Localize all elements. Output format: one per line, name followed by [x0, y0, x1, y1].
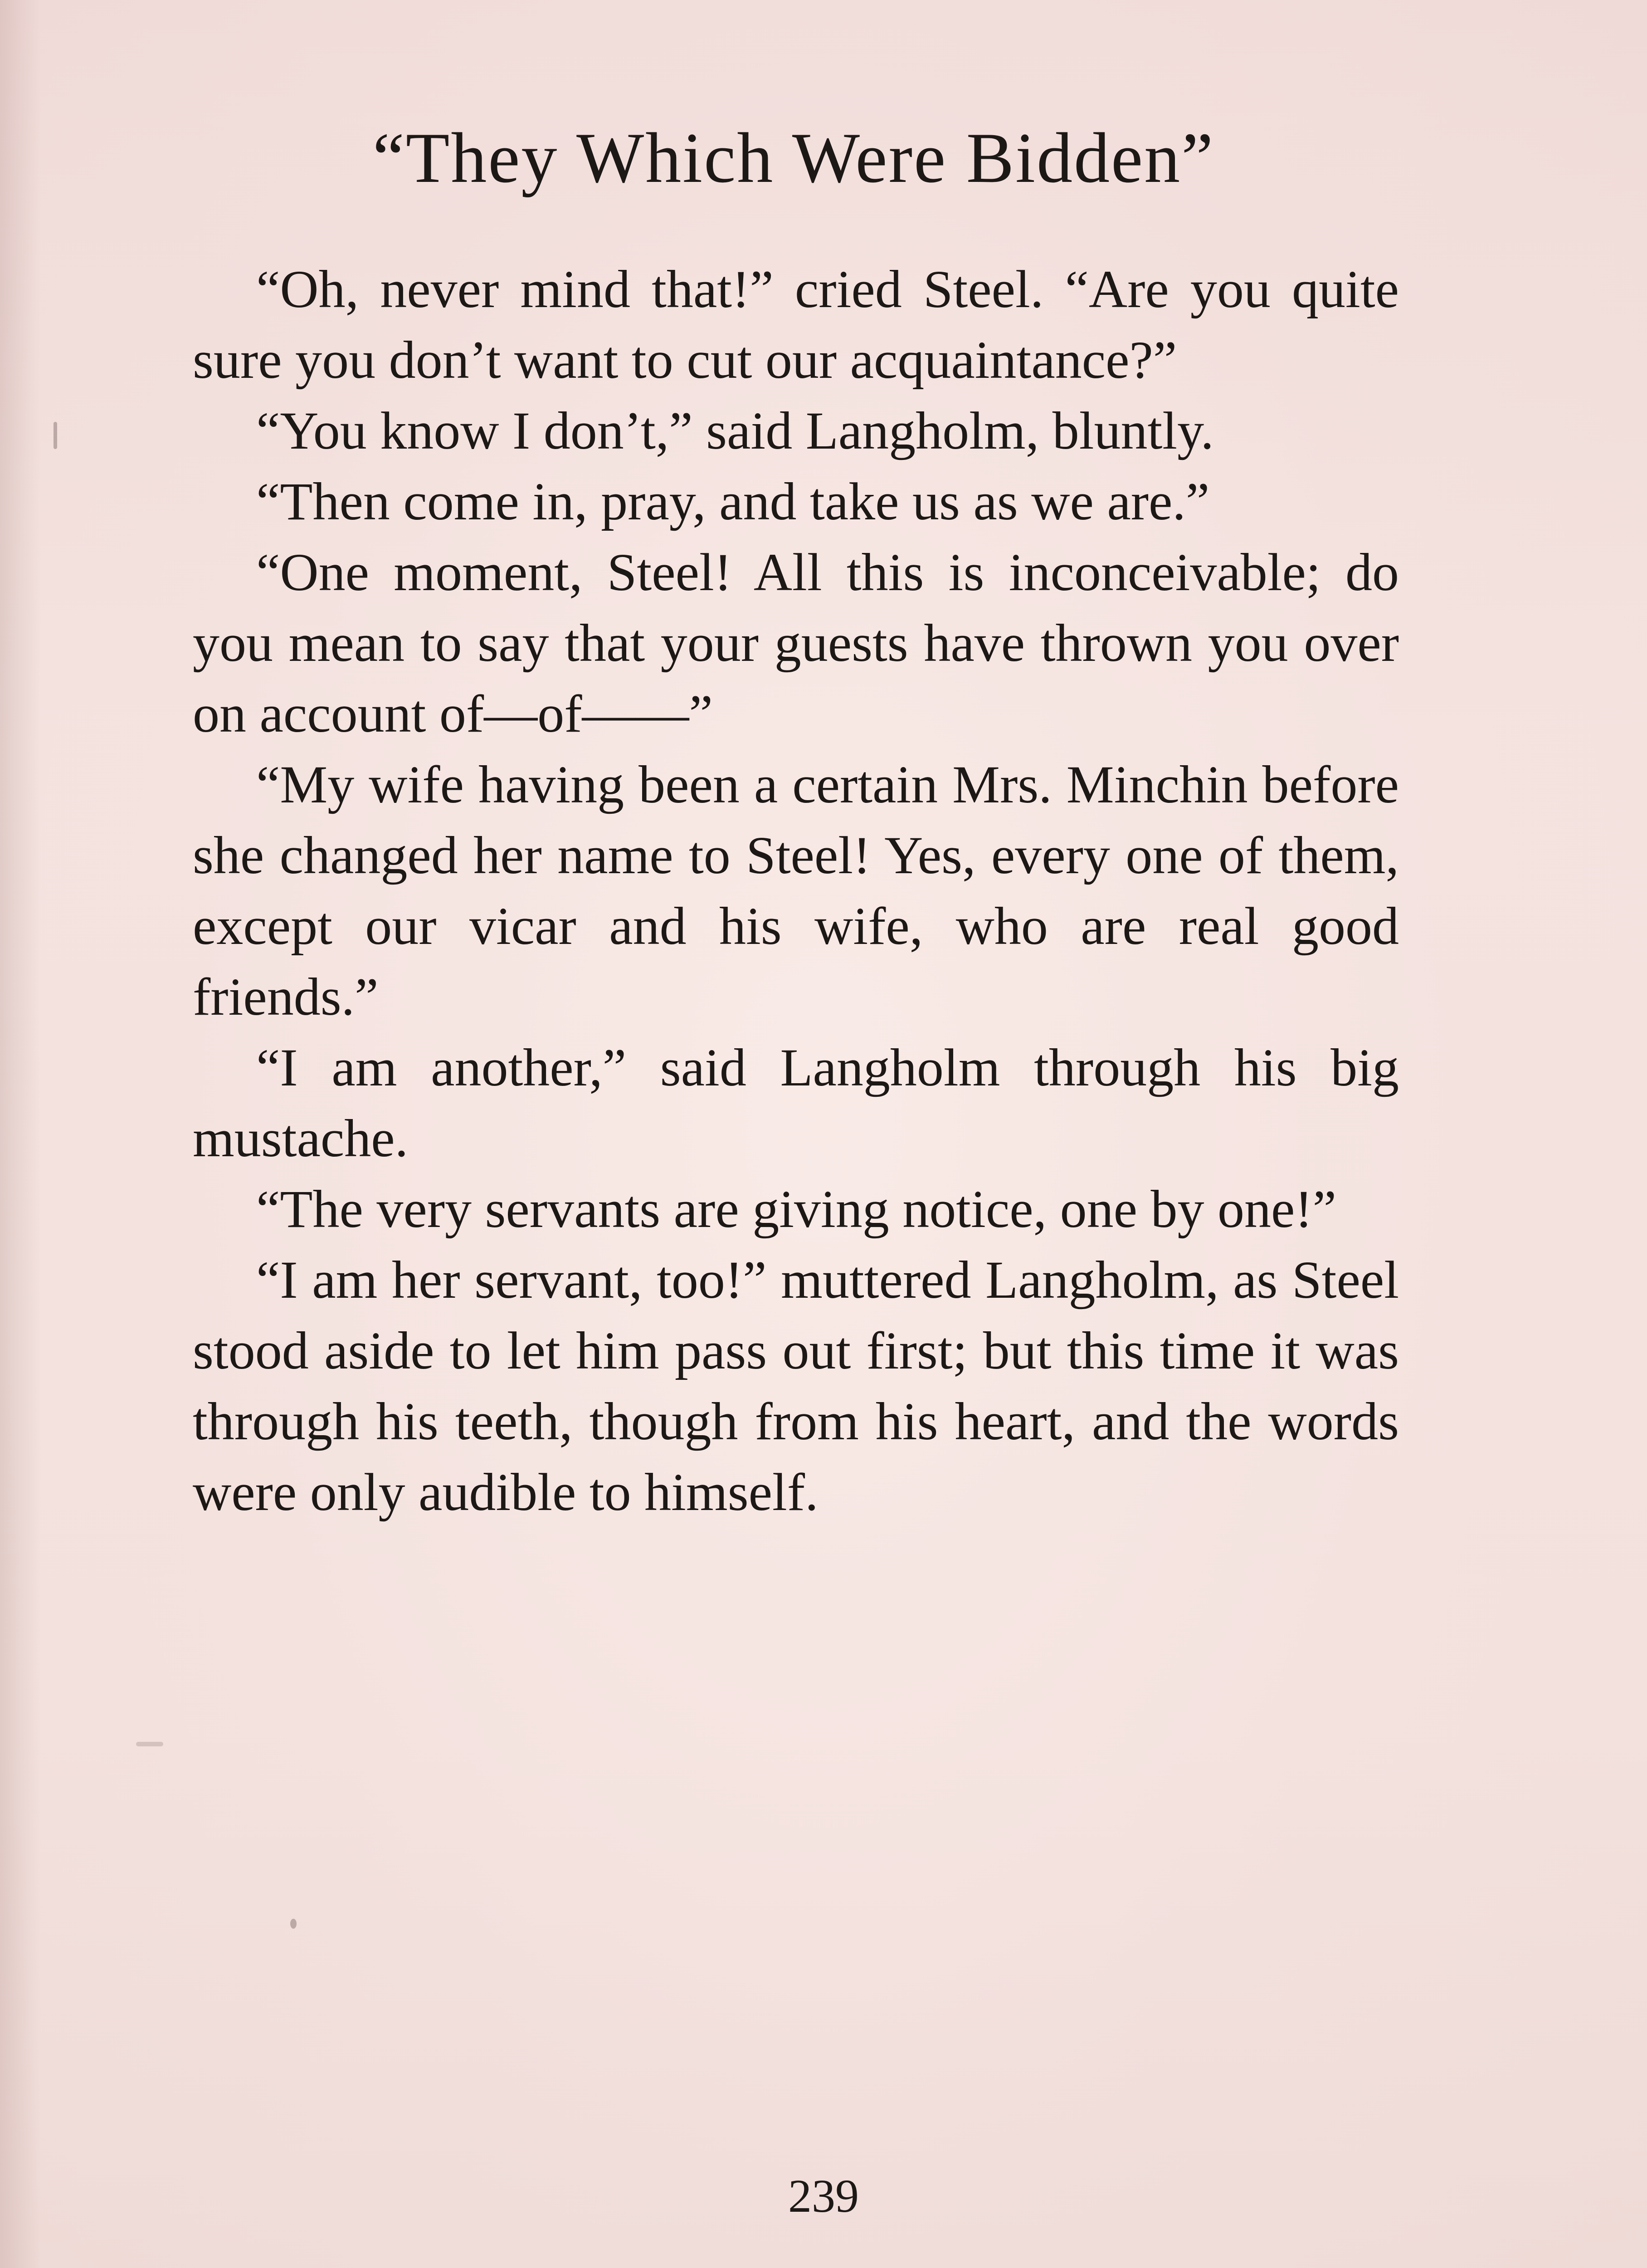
paragraph: “One moment, Steel! All this is inconceivable; do you mean to say that your guests have thrown you over on account of—of——” [193, 543, 1399, 743]
paragraph: “I am her servant, too!” muttered Langholm, as Steel stood aside to let him pass out first; but this time it was through his teeth, though from his heart, and the words were only audible to himself. [193, 1250, 1399, 1522]
running-head: “They Which Were Bidden” [372, 118, 1215, 198]
paragraph: “You know I don’t,” said Langholm, bluntly. [256, 401, 1214, 460]
paper-speck [136, 1742, 163, 1746]
paragraph: “The very servants are giving notice, one by one!” [256, 1179, 1337, 1239]
body-text [193, 254, 1399, 1528]
paragraph: “I am another,” said Langholm through his big mustache. [193, 1038, 1399, 1168]
paper-speck [290, 1919, 297, 1929]
paper-speck [54, 422, 57, 449]
paragraph: “Then come in, pray, and take us as we are.” [256, 472, 1210, 531]
page-edge-shadow [0, 0, 41, 2268]
paragraph: “Oh, never mind that!” cried Steel. “Are you quite sure you don’t want to cut our acquaintance?” [193, 259, 1399, 390]
paragraph: “My wife having been a certain Mrs. Minchin before she changed her name to Steel! Yes, every one of them, except our vicar and his wife, who are real good friends.” [193, 755, 1399, 1026]
page-number: 239 [788, 2170, 859, 2222]
